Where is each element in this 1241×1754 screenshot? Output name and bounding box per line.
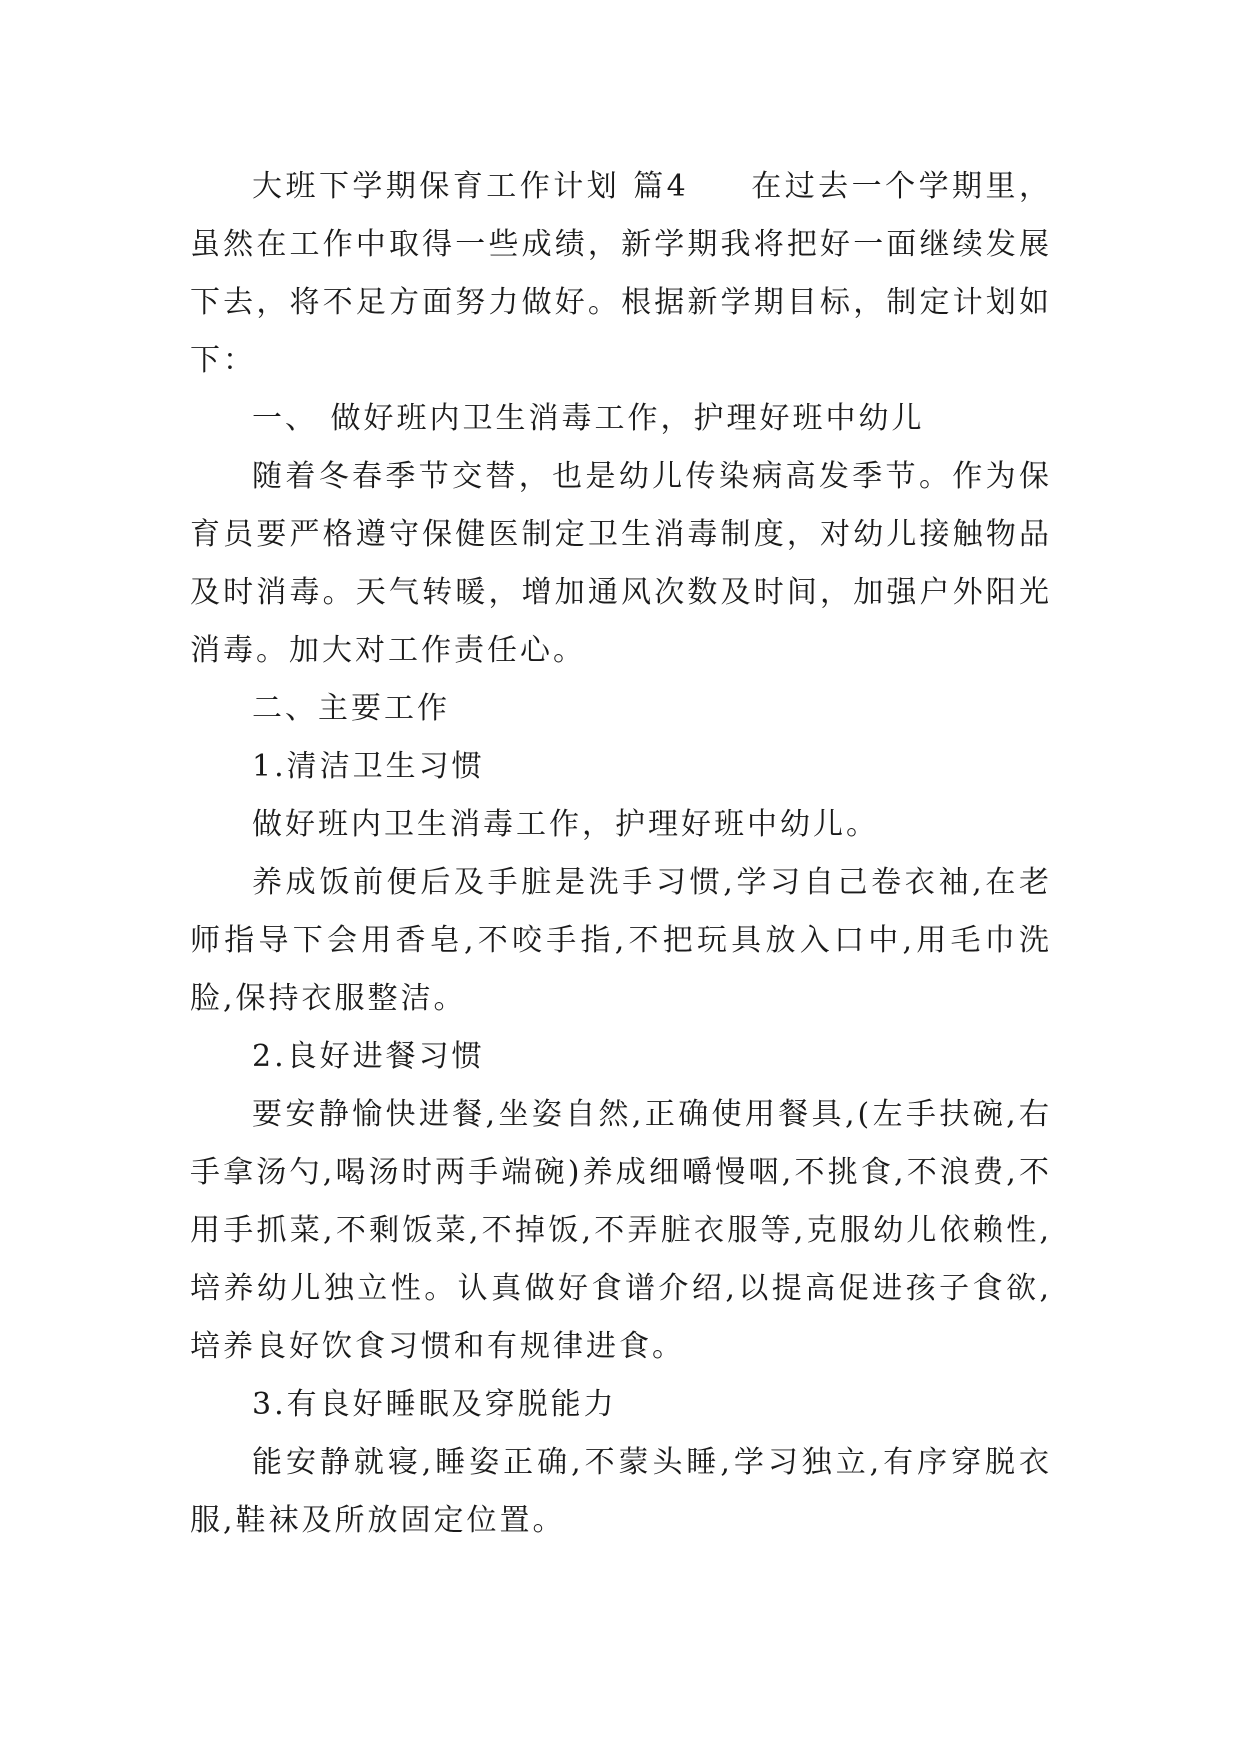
subheading-eating-habits: 2.良好进餐习惯 [252,1039,485,1074]
section-heading-hygiene: 一、 做好班内卫生消毒工作，护理好班中幼儿 [252,401,925,436]
paragraph-handwashing: 养成饭前便后及手脏是洗手习惯,学习自己卷衣袖,在老师指导下会用香皂,不咬手指,不把玩具放入口中,用毛巾洗脸,保持衣服整洁。 [190,865,1052,1016]
subheading-cleanliness: 1.清洁卫生习惯 [252,749,485,784]
part-label: 篇4 [633,169,689,204]
intro-text: 在过去一个学期里，虽然在工作中取得一些成绩，新学期我将把好一面继续发展下去，将不足方面努力做好。根据新学期目标，制定计划如下： [190,169,1053,378]
subheading-sleep: 3.有良好睡眠及穿脱能力 [252,1387,617,1422]
document-body [190,158,1052,1550]
section-heading-main-work: 二、主要工作 [252,691,450,726]
paragraph-disinfection: 随着冬春季节交替，也是幼儿传染病高发季节。作为保育员要严格遵守保健医制定卫生消毒制度，对幼儿接触物品及时消毒。天气转暖，增加通风次数及时间，加强户外阳光消毒。加大对工作责任心。 [190,459,1052,668]
document-opening-paragraph [190,158,1052,390]
paragraph-care: 做好班内卫生消毒工作，护理好班中幼儿。 [252,807,879,842]
document-title: 大班下学期保育工作计划 [252,169,621,204]
paragraph-sleep: 能安静就寝,睡姿正确,不蒙头睡,学习独立,有序穿脱衣服,鞋袜及所放固定位置。 [190,1445,1052,1538]
paragraph-eating: 要安静愉快进餐,坐姿自然,正确使用餐具,(左手扶碗,右手拿汤勺,喝汤时两手端碗)养成细嚼慢咽,不挑食,不浪费,不用手抓菜,不剩饭菜,不掉饭,不弄脏衣服等,克服幼儿依赖性,培养幼儿独立性。认真做好食谱介绍,以提高促进孩子食欲,培养良好饮食习惯和有规律进食。 [190,1097,1052,1364]
